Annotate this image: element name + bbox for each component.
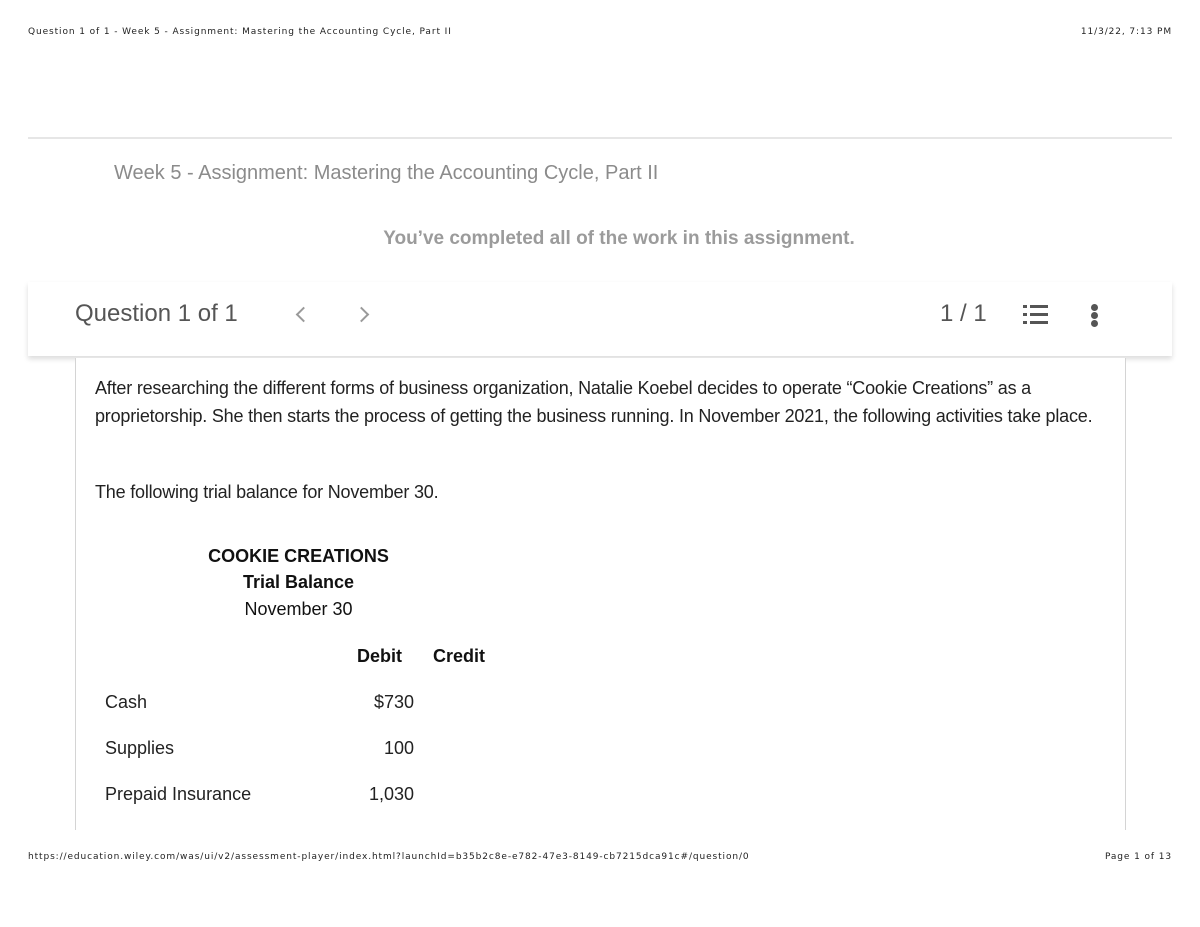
completion-message: You’ve completed all of the work in this assignment. (383, 228, 855, 249)
print-header-title: Question 1 of 1 - Week 5 - Assignment: Mastering the Accounting Cycle, Part II (28, 27, 452, 37)
trial-balance-title: Trial Balance (242, 572, 355, 592)
chevron-right-icon (353, 306, 369, 322)
trial-balance-account: Prepaid Insurance (105, 784, 252, 804)
more-options-button[interactable] (1088, 302, 1102, 330)
previous-question-button[interactable] (288, 299, 314, 329)
question-intro: After researching the different forms of business organization, Natalie Koebel decides to operate “Cookie Creations” as a proprietorship. She then starts the process of getting the business running. In November 2021, the following activities take place. (95, 378, 1093, 426)
question-toolbar (28, 282, 1172, 356)
print-footer (28, 852, 1172, 862)
question-content (75, 358, 1126, 830)
debit-column-header: Debit (357, 646, 402, 666)
trial-balance-company: COOKIE CREATIONS (208, 546, 389, 566)
question-list-button[interactable] (1021, 304, 1051, 330)
trial-balance-date: November 30 (244, 599, 353, 619)
trial-balance-debit: $730 (373, 692, 414, 712)
trial-balance-account: Cash (105, 692, 148, 712)
next-question-button[interactable] (350, 299, 376, 329)
question-progress: 1 / 1 (940, 300, 987, 327)
print-footer-url: https://education.wiley.com/was/ui/v2/assessment-player/index.html?launchId=b35b2c8e-e782-47e3-8149-cb7215dca91c#/question/0 (28, 852, 750, 862)
print-header-timestamp: 11/3/22, 7:13 PM (1080, 27, 1172, 37)
credit-column-header: Credit (433, 646, 486, 666)
assignment-title: Week 5 - Assignment: Mastering the Accounting Cycle, Part II (114, 162, 659, 184)
print-header (28, 27, 1172, 37)
print-footer-page-number: Page 1 of 13 (1104, 852, 1172, 862)
top-divider (28, 137, 1172, 139)
trial-balance-debit: 1,030 (368, 784, 414, 804)
trial-balance-debit: 100 (383, 738, 414, 758)
question-counter: Question 1 of 1 (75, 300, 238, 327)
trial-balance-lead: The following trial balance for November 30. (95, 482, 439, 502)
trial-balance-account: Supplies (105, 738, 175, 758)
chevron-left-icon (295, 306, 311, 322)
